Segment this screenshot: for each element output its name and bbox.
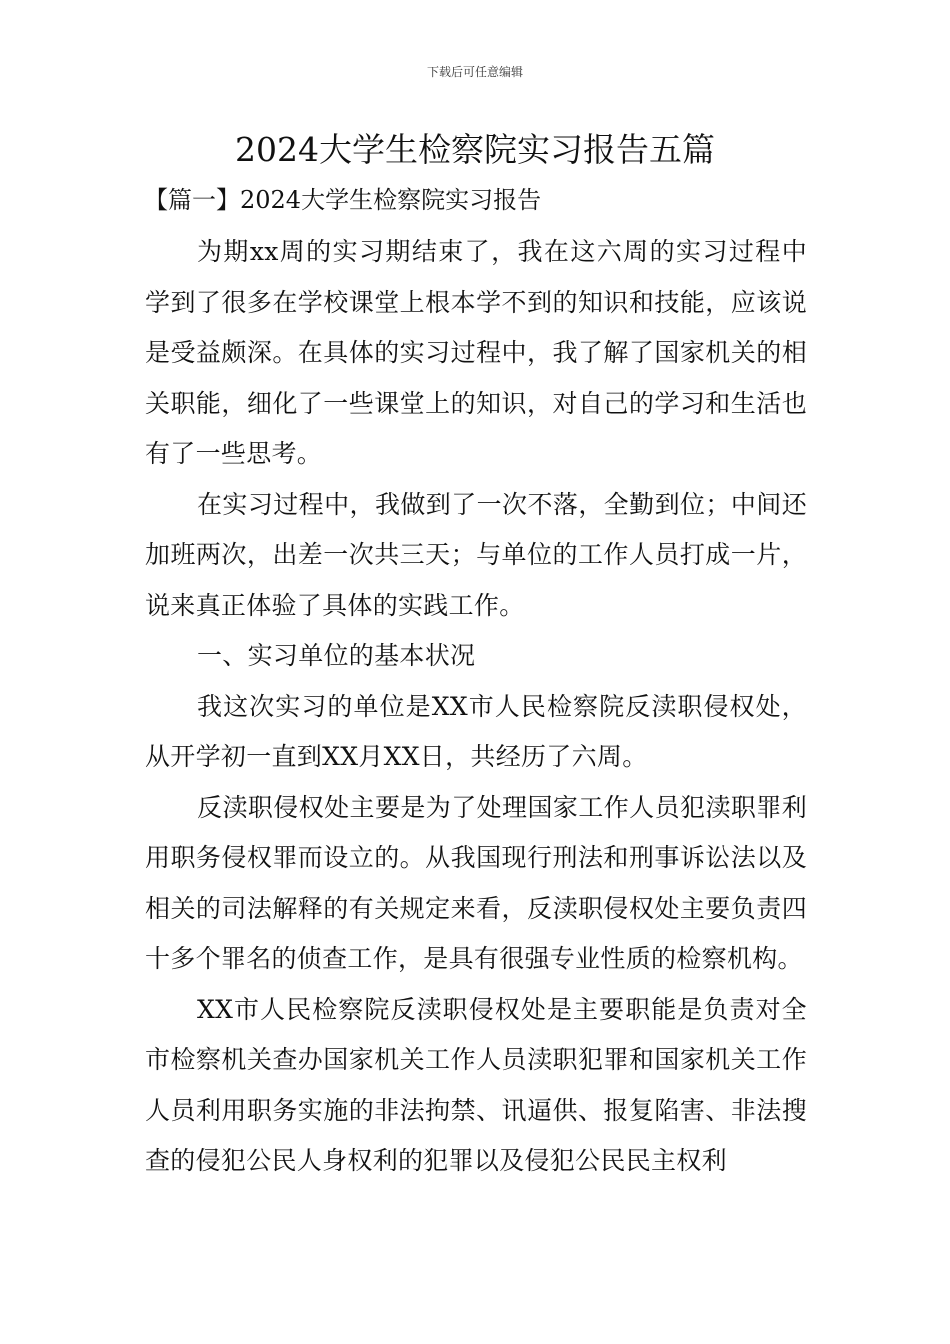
header-note: 下载后可任意编辑 [426,65,523,79]
paragraph-department-functions: XX市人民检察院反渎职侵权处是主要职能是负责对全市检察机关查办国家机关工作人员渎职犯罪和国家机关工作人员利用职务实施的非法拘禁、讯逼供、报复陷害、非法搜查的侵犯公民人身权利的犯罪以及侵犯公民民主权利 [145,994,807,1175]
subheading-unit-overview: 一、实习单位的基本状况 [197,641,476,670]
section-heading: 【篇一】2024大学生检察院实习报告 [144,186,542,214]
paragraph-unit: 我这次实习的单位是XX市人民检察院反渎职侵权处，从开学初一直到XX月XX日，共经历了六周。 [145,691,807,771]
paragraph-attendance: 在实习过程中，我做到了一次不落，全勤到位；中间还加班两次，出差一次共三天；与单位的工作人员打成一片，说来真正体验了具体的实践工作。 [145,489,807,620]
paragraph-department-purpose: 反渎职侵权处主要是为了处理国家工作人员犯渎职罪利用职务侵权罪而设立的。从我国现行刑法和刑事诉讼法以及相关的司法解释的有关规定来看，反渎职侵权处主要负责四十多个罪名的侦查工作，是具有很强专业性质的检察机构。 [145,792,807,973]
document-title: 2024大学生检察院实习报告五篇 [235,130,715,169]
document-body [145,227,807,1187]
paragraph-intro: 为期xx周的实习期结束了，我在这六周的实习过程中学到了很多在学校课堂上根本学不到的知识和技能，应该说是受益颇深。在具体的实习过程中，我了解了国家机关的相关职能，细化了一些课堂上的知识，对自己的学习和生活也有了一些思考。 [145,237,807,468]
